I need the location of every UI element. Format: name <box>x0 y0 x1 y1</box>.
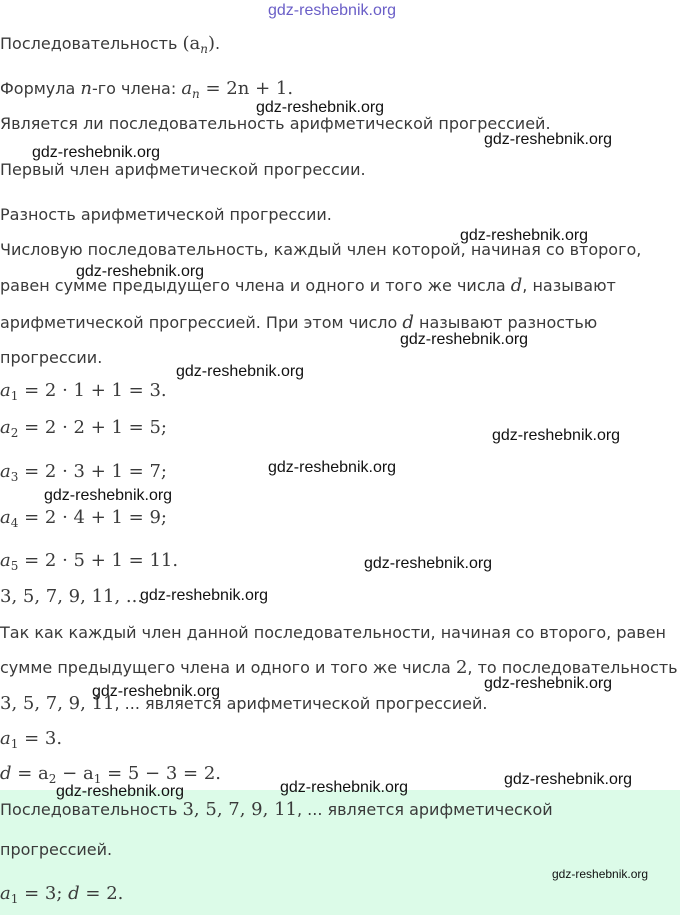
definition-line-2: равен сумме предыдущего члена и одного и того же числа d, называют <box>0 275 616 296</box>
watermark: gdz-reshebnik.org <box>492 427 621 444</box>
watermark: gdz-reshebnik.org <box>44 487 173 504</box>
calc-a5: $a_5 = 2 \cdot 5 + 1 = 11$. <box>0 550 179 573</box>
watermark: gdz-reshebnik.org <box>364 555 493 572</box>
watermark: gdz-reshebnik.org <box>92 683 221 700</box>
definition-line-3: арифметической прогрессией. При этом число d называют разностью <box>0 312 598 333</box>
answer-line-1: Последовательность 3, 5, 7, 9, 11, ... является арифметической <box>0 799 553 820</box>
watermark: gdz-reshebnik.org <box>484 675 613 692</box>
first-term-heading: Первый член арифметической прогрессии. <box>0 160 366 179</box>
watermark: gdz-reshebnik.org <box>32 144 161 161</box>
conclusion-line-3: 3, 5, 7, 9, 11, ... является арифметической прогрессией. <box>0 693 488 714</box>
calc-a4: $a_4 = 2 \cdot 4 + 1 = 9$; <box>0 507 167 530</box>
watermark: gdz-reshebnik.org <box>400 331 529 348</box>
formula-line: Формула n-го члена: $a_n = 2n + 1$. <box>0 78 294 101</box>
definition-line-4: прогрессии. <box>0 348 103 367</box>
sequence-list: 3, 5, 7, 9, 11, ... <box>0 586 144 607</box>
conclusion-line-2: сумме предыдущего члена и одного и того же числа 2, то последовательность <box>0 657 678 678</box>
watermark: gdz-reshebnik.org <box>484 131 613 148</box>
watermark: gdz-reshebnik.org <box>76 263 205 280</box>
watermark: gdz-reshebnik.org <box>176 363 305 380</box>
answer-line-2: прогрессией. <box>0 840 113 859</box>
watermark: gdz-reshebnik.org <box>268 459 397 476</box>
answer-line-3: $a_1 = 3$; d = 2. <box>0 883 124 906</box>
a1-value: $a_1 = 3$. <box>0 728 63 751</box>
watermark: gdz-reshebnik.org <box>140 587 269 604</box>
watermark: gdz-reshebnik.org <box>56 783 185 800</box>
watermark: gdz-reshebnik.org <box>280 779 409 796</box>
watermark-top: gdz-reshebnik.org <box>268 2 397 19</box>
conclusion-line-1: Так как каждый член данной последовательности, начиная со второго, равен <box>0 623 667 642</box>
calc-a2: $a_2 = 2 \cdot 2 + 1 = 5$; <box>0 417 167 440</box>
d-value: $d = a_2 - a_1 = 5 - 3 = 2$. <box>0 763 221 786</box>
question: Является ли последовательность арифметической прогрессией. <box>0 114 551 133</box>
calc-a1: $a_1 = 2 \cdot 1 + 1 = 3$. <box>0 380 167 403</box>
watermark: gdz-reshebnik.org <box>504 771 633 788</box>
difference-heading: Разность арифметической прогрессии. <box>0 205 332 224</box>
watermark-small: gdz-reshebnik.org <box>552 867 649 881</box>
sequence-intro: Последовательность $(a_n)$. <box>0 33 221 56</box>
definition-line-1: Числовую последовательность, каждый член которой, начиная со второго, <box>0 240 642 259</box>
watermark: gdz-reshebnik.org <box>256 99 385 116</box>
watermark: gdz-reshebnik.org <box>460 227 589 244</box>
calc-a3: $a_3 = 2 \cdot 3 + 1 = 7$; <box>0 461 167 484</box>
